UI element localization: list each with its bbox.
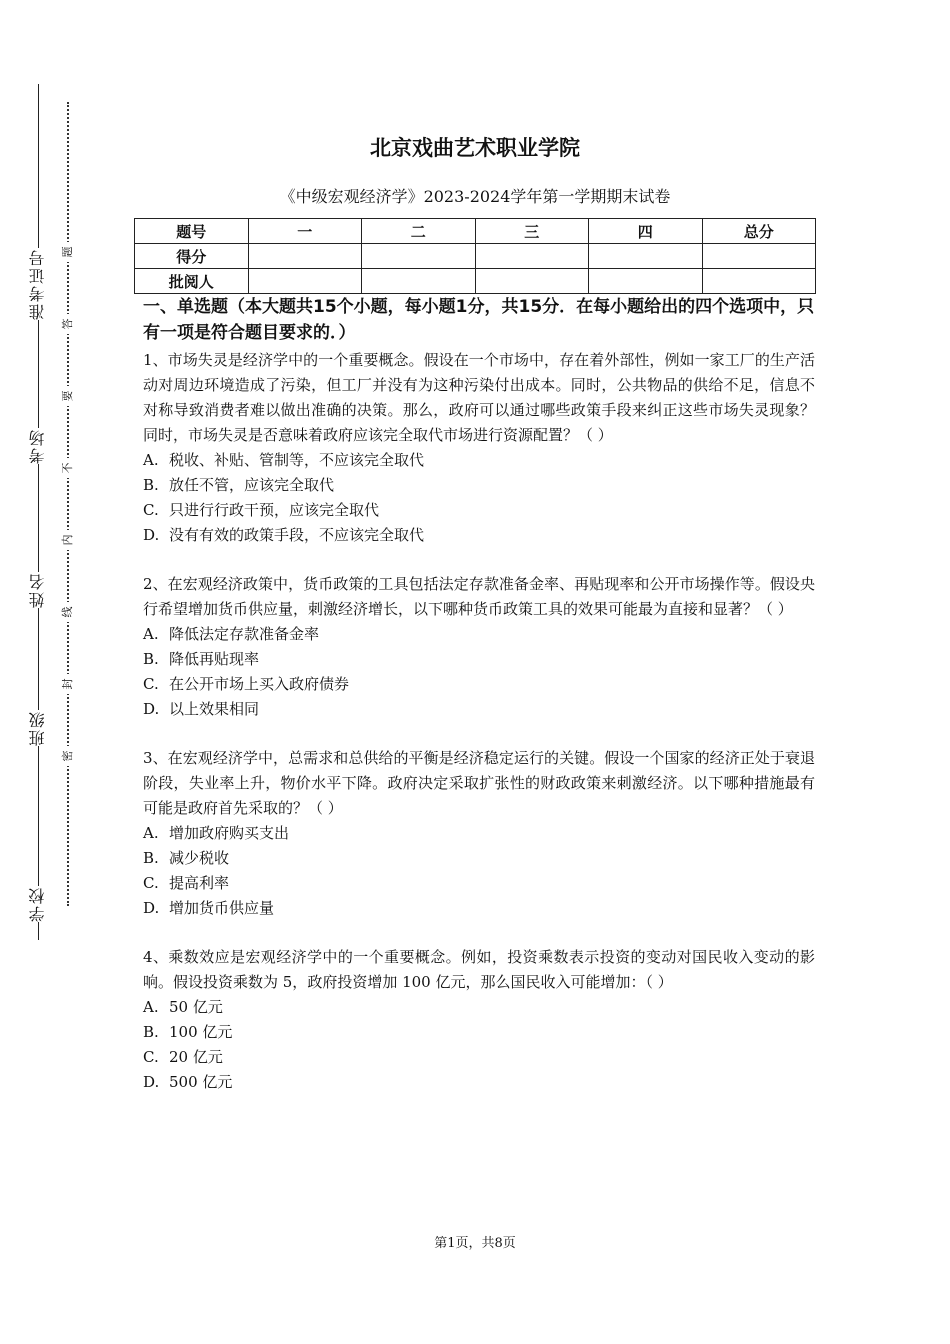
option-c [143,871,815,896]
option-text: 在公开市场上买入政府债券 [169,675,350,693]
option-c [143,672,815,697]
score-cell [702,244,816,269]
option-a [143,448,815,473]
option-b [143,846,815,871]
row-label: 得分 [135,244,249,269]
field-exam-number: 准考证号 [22,248,54,320]
option-letter: B. [143,650,159,668]
option-text: 增加政府购买支出 [169,824,290,842]
question-3 [143,746,815,921]
option-letter: C. [143,675,159,693]
option-letter: B. [143,476,159,494]
option-text: 只进行行政干预，应该完全取代 [169,501,380,519]
seal-char: 内 [58,530,78,550]
seal-char: 要 [58,386,78,406]
reviewer-row [135,269,816,294]
option-d [143,697,815,722]
option-letter: C. [143,1048,159,1066]
reviewer-cell [248,269,362,294]
col-header: 题号 [135,219,249,244]
score-cell [589,244,703,269]
option-text: 降低法定存款准备金率 [169,625,320,643]
row-label: 批阅人 [135,269,249,294]
seal-char: 不 [58,458,78,478]
col-header: 三 [475,219,589,244]
option-text: 减少税收 [169,849,230,867]
question-stem: 3、在宏观经济学中，总需求和总供给的平衡是经济稳定运行的关键。假设一个国家的经济正处于衰退阶段，失业率上升，物价水平下降。政府决定采取扩张性的财政政策来刺激经济。以下哪种措施最有可能是政府首先采取的？（ ） [143,749,815,817]
question-2 [143,572,815,722]
option-text: 增加货币供应量 [169,899,275,917]
option-b [143,473,815,498]
score-table-header [135,219,816,244]
field-class: 班级 [22,710,54,746]
reviewer-cell [589,269,703,294]
seal-char: 线 [58,602,78,622]
option-text: 50 亿元 [169,998,223,1016]
option-letter: B. [143,849,159,867]
option-text: 降低再贴现率 [169,650,260,668]
reviewer-cell [362,269,476,294]
score-table [134,218,816,294]
option-letter: A. [143,451,159,469]
option-letter: A. [143,824,159,842]
option-text: 以上效果相同 [169,700,260,718]
option-letter: C. [143,501,159,519]
col-header: 总分 [702,219,816,244]
exam-title: 《中级宏观经济学》2023-2024学年第一学期期末试卷 [279,187,671,206]
option-a [143,821,815,846]
col-header: 二 [362,219,476,244]
reviewer-cell [475,269,589,294]
option-c [143,1045,815,1070]
question-stem: 2、在宏观经济政策中，货币政策的工具包括法定存款准备金率、再贴现率和公开市场操作等。假设央行希望增加货币供应量，刺激经济增长，以下哪种货币政策工具的效果可能最为直接和显著？（ ） [143,575,815,618]
school-title: 北京戏曲艺术职业学院 [370,136,580,160]
score-cell [248,244,362,269]
score-cell [475,244,589,269]
option-text: 100 亿元 [169,1023,233,1041]
exam-content [143,294,815,1119]
option-d [143,896,815,921]
question-4 [143,945,815,1095]
option-letter: D. [143,899,160,917]
fill-in-line [38,84,39,940]
option-text: 500 亿元 [169,1073,233,1091]
option-b [143,647,815,672]
option-c [143,498,815,523]
option-letter: A. [143,625,159,643]
option-a [143,995,815,1020]
option-letter: C. [143,874,159,892]
col-header: 四 [589,219,703,244]
option-text: 放任不管，应该完全取代 [169,476,335,494]
col-header: 一 [248,219,362,244]
seal-char: 答 [58,314,78,334]
score-cell [362,244,476,269]
field-name: 姓名 [22,572,54,608]
option-text: 没有有效的政策手段，不应该完全取代 [169,526,425,544]
option-letter: D. [143,700,160,718]
option-letter: D. [143,526,160,544]
option-b [143,1020,815,1045]
option-text: 提高利率 [169,874,230,892]
option-d [143,523,815,548]
page-number: 第1页，共8页 [434,1236,516,1251]
option-letter: A. [143,998,159,1016]
option-letter: D. [143,1073,160,1091]
seal-char: 封 [58,674,78,694]
option-d [143,1070,815,1095]
seal-char: 密 [58,746,78,766]
reviewer-cell [702,269,816,294]
section-heading: 一、单选题（本大题共15个小题，每小题1分，共15分．在每小题给出的四个选项中，只有一项是符合题目要求的．） [143,297,815,343]
option-text: 税收、补贴、管制等，不应该完全取代 [169,451,425,469]
option-text: 20 亿元 [169,1048,223,1066]
score-row [135,244,816,269]
seal-char: 题 [58,242,78,262]
field-exam-room: 考场 [22,428,54,464]
question-stem: 4、乘数效应是宏观经济学中的一个重要概念。例如，投资乘数表示投资的变动对国民收入变动的影响。假设投资乘数为 5，政府投资增加 100 亿元，那么国民收入可能增加：（ ） [143,948,815,991]
option-letter: B. [143,1023,159,1041]
question-stem: 1、市场失灵是经济学中的一个重要概念。假设在一个市场中，存在着外部性，例如一家工厂的生产活动对周边环境造成了污染，但工厂并没有为这种污染付出成本。同时，公共物品的供给不足，信息不对称导致消费者难以做出准确的决策。那么，政府可以通过哪些政策手段来纠正这些市场失灵现象？同时，市场失灵是否意味着政府应该完全取代市场进行资源配置？（ ） [143,351,815,444]
option-a [143,622,815,647]
field-school: 学校 [22,886,54,922]
question-1 [143,348,815,548]
seal-line [67,102,69,906]
